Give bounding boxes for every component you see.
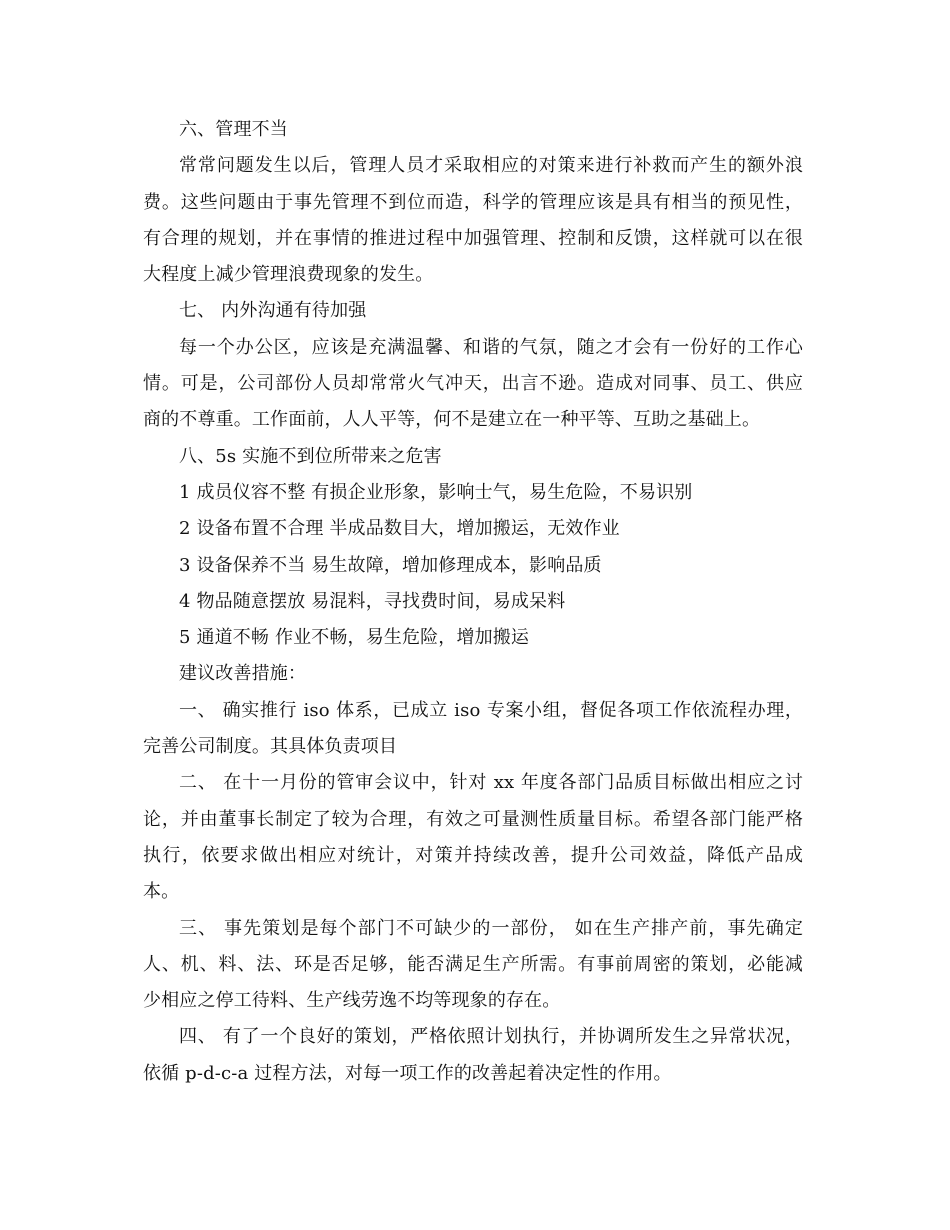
section-heading-8: 八、5s 实施不到位所带来之危害 bbox=[179, 445, 442, 467]
paragraph-line: 完善公司制度。其具体负责项目 bbox=[143, 736, 398, 758]
list-item: 3 设备保养不当 易生故障，增加修理成本，影响品质 bbox=[179, 554, 602, 576]
list-item: 1 成员仪容不整 有损企业形象，影响士气，易生危险，不易识别 bbox=[179, 481, 693, 503]
document-page bbox=[143, 112, 803, 1092]
paragraph-line: 本。 bbox=[143, 881, 180, 903]
paragraph-line: 四、 有了一个良好的策划，严格依照计划执行，并协调所发生之异常状况， bbox=[179, 1026, 803, 1048]
paragraph-line: 一、 确实推行 iso 体系，已成立 iso 专案小组，督促各项工作依流程办理， bbox=[179, 699, 803, 721]
paragraph-line: 执行，依要求做出相应对统计，对策并持续改善，提升公司效益，降低产品成 bbox=[143, 844, 803, 866]
paragraph-line: 二、 在十一月份的管审会议中，针对 xx 年度各部门品质目标做出相应之讨 bbox=[179, 772, 803, 794]
section-heading-suggestions: 建议改善措施： bbox=[179, 663, 307, 685]
list-item: 2 设备布置不合理 半成品数目大，增加搬运，无效作业 bbox=[179, 518, 620, 540]
paragraph-line: 少相应之停工待料、生产线劳逸不均等现象的存在。 bbox=[143, 990, 561, 1012]
section-heading-7: 七、 内外沟通有待加强 bbox=[179, 300, 367, 322]
paragraph-line: 情。可是，公司部份人员却常常火气冲天，出言不逊。造成对同事、员工、供应 bbox=[143, 373, 803, 395]
paragraph-line: 每一个办公区，应该是充满温馨、和谐的气氛，随之才会有一份好的工作心 bbox=[179, 336, 803, 358]
list-item: 4 物品随意摆放 易混料，寻找费时间，易成呆料 bbox=[179, 590, 566, 612]
paragraph-line: 常常问题发生以后，管理人员才采取相应的对策来进行补救而产生的额外浪 bbox=[179, 155, 803, 177]
paragraph-line: 论，并由董事长制定了较为合理，有效之可量测性质量目标。希望各部门能严格 bbox=[143, 808, 803, 830]
paragraph-line: 费。这些问题由于事先管理不到位而造，科学的管理应该是具有相当的预见性， bbox=[143, 191, 803, 213]
paragraph-line: 商的不尊重。工作面前，人人平等，何不是建立在一种平等、互助之基础上。 bbox=[143, 409, 761, 431]
paragraph-line: 人、机、料、法、环是否足够，能否满足生产所需。有事前周密的策划，必能减 bbox=[143, 953, 803, 975]
list-item: 5 通道不畅 作业不畅，易生危险，增加搬运 bbox=[179, 627, 530, 649]
paragraph-line: 三、 事先策划是每个部门不可缺少的一部份， 如在生产排产前，事先确定 bbox=[179, 917, 803, 939]
section-heading-6: 六、管理不当 bbox=[179, 119, 288, 140]
paragraph-line: 有合理的规划，并在事情的推进过程中加强管理、控制和反馈，这样就可以在很 bbox=[143, 227, 803, 249]
paragraph-line: 依循 p-d-c-a 过程方法，对每一项工作的改善起着决定性的作用。 bbox=[143, 1062, 672, 1084]
paragraph-line: 大程度上减少管理浪费现象的发生。 bbox=[143, 264, 434, 286]
